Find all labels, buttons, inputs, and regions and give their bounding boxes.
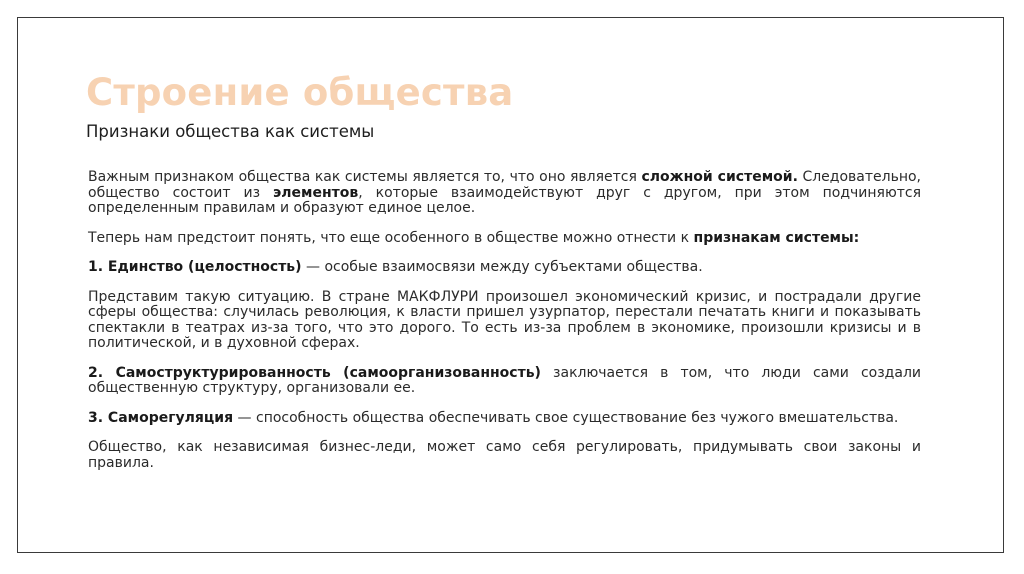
bold-term: 1. Единство (целостность)	[88, 259, 302, 275]
paragraph-complex-system	[88, 170, 921, 217]
text-span: — особые взаимосвязи между субъектами общества.	[301, 259, 703, 275]
text-span: — способность общества обеспечивать свое существование без чужого вмешательства.	[233, 409, 899, 426]
text-span: Важным признаком общества как системы является то, что оно является	[88, 169, 642, 185]
bold-term: 3. Саморегуляция	[88, 409, 234, 426]
bold-term: 2. Самоструктурированность (самоорганизованность)	[88, 364, 541, 381]
slide-subtitle: Признаки общества как системы	[86, 122, 375, 141]
text-span: Теперь нам предстоит понять, что еще особенного в обществе можно отнести к	[88, 229, 694, 246]
paragraph-unity	[88, 260, 921, 276]
bold-term: признакам системы:	[693, 229, 860, 246]
slide-title: Строение общества	[86, 71, 514, 114]
bold-term: сложной системой.	[641, 169, 798, 185]
paragraph-system-features	[88, 231, 921, 247]
bold-term: элементов	[273, 184, 359, 201]
paragraph-example	[88, 290, 921, 352]
paragraph-self-regulation	[88, 411, 921, 427]
text-span: заключается в том, что люди сами создали общественную структуру, организовали ее.	[88, 364, 921, 396]
text-span: , которые взаимодействуют друг с другом, при этом подчиняются определенным правилам и образуют единое целое.	[88, 184, 922, 216]
text-span: Представим такую ситуацию. В стране МАКФЛУРИ произошел экономический кризис, и пострадали другие сферы общества: случилась революция, к власти пришел узурпатор, перестали печатать книги и показывать спектакли в театрах из-за того, что это дорого. То есть из-за проблем в экономике, произошли кризисы и в политической, и в духовной сферах.	[88, 288, 921, 351]
paragraph-business-lady	[88, 440, 921, 471]
paragraph-self-structuring	[88, 366, 921, 397]
slide-body	[88, 170, 921, 485]
text-span: Общество, как независимая бизнес-леди, может само себя регулировать, придумывать свои законы и правила.	[88, 439, 921, 471]
text-span: Следовательно, общество состоит из	[88, 169, 922, 201]
